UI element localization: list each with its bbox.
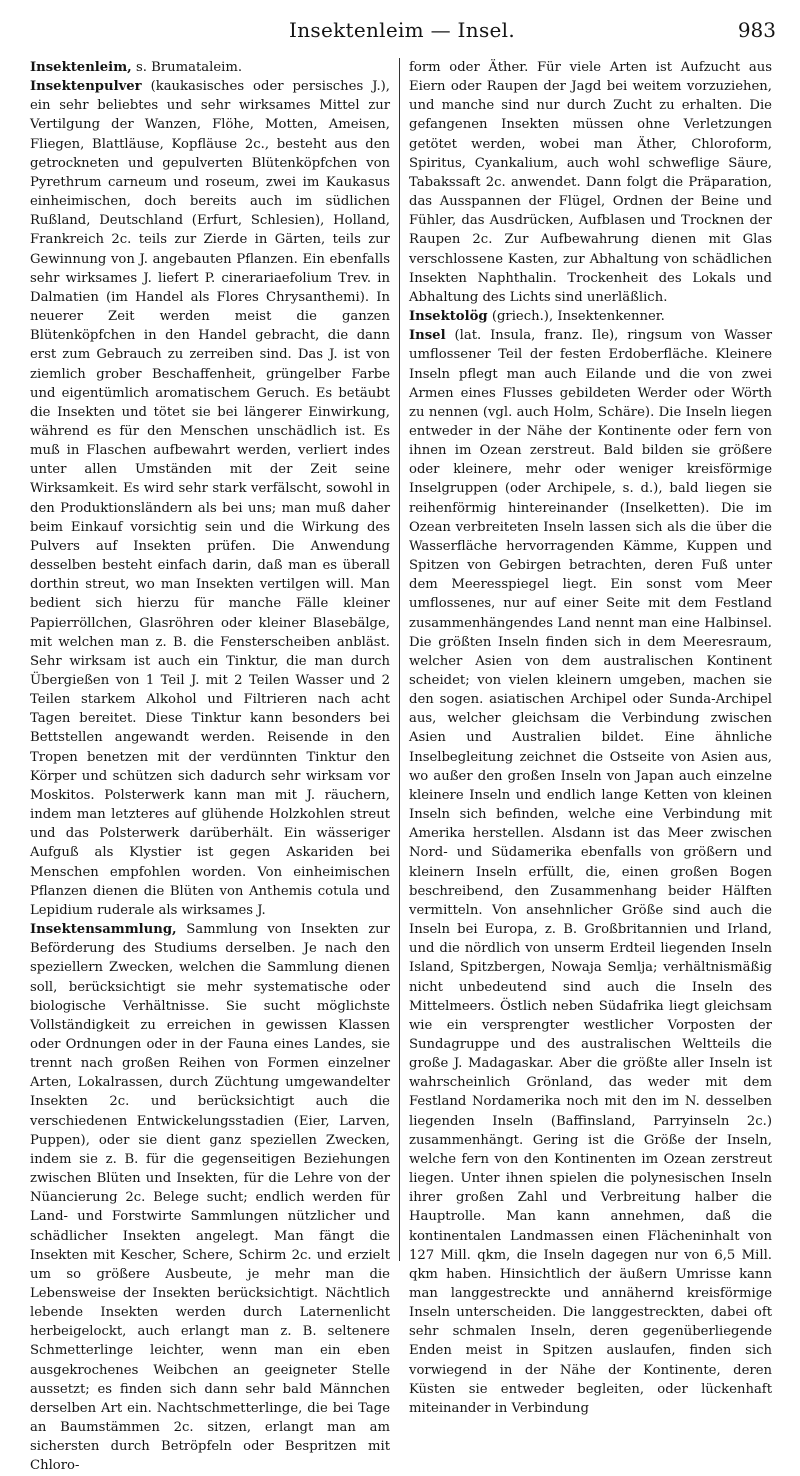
entry-text: form oder Äther. Für viele Arten ist Aufzucht aus Eiern oder Raupen der Jagd bei weitem vorzuziehen, und manche sind nur durch Zucht zu erhalten. Die gefangenen Insekten müssen ohne Verletzungen getötet werden, wobei man Äther, Chloroform, Spiritus, Cyankalium, auch wohl schweflige Säure, Tabakssaft 2c. anwendet. Dann folgt die Präparation, das Ausspannen der Flügel, Ordnen der Beine und Fühler, das Ausdrücken, Aufblasen und Trocknen der Raupen 2c. Zur Aufbewahrung dienen mit Glas verschlossene Kasten, zur Abhaltung von schädlichen Insekten Naphthalin. Trockenheit des Lokals und Abhaltung des Lichts sind unerläßlich. [409,60,772,305]
entry-text: Sammlung von Insekten zur Beförderung des Studiums derselben. Je nach den speziellern Zwecken, welchen die Sammlung dienen soll, berücksichtigt sie mehr systematische oder biologische Verhältnisse. Sie sucht möglichste Vollständigkeit zu erreichen in gewissen Klassen oder Ordnungen oder in der Fauna eines Landes, sie trennt nach großen Reihen von Formen einzelner Arten, Lokalrassen, durch Züchtung umgewandelter Insekten 2c. und berücksichtigt auch die verschiedenen Entwickelungsstadien (Eier, Larven, Puppen), oder sie dient ganz speziellen Zwecken, indem sie z. B. für die gegenseitigen Beziehungen zwischen Blüten und Insekten, für die Lehre von der Nüancierung 2c. Belege sucht; endlich werden für Land- und Forstwirte Sammlungen nützlicher und schädlicher Insekten angelegt. Man fängt die Insekten mit Kescher, Schere, Schirm 2c. und erzielt um so größere Ausbeute, je mehr man die Lebensweise der Insekten berücksichtigt. Nächtlich lebende Insekten werden durch Laternenlicht herbeigelockt, auch erlangt man z. B. seltenere Schmetterlinge leichter, wenn man ein eben ausgekrochenes Weibchen an geeigneter Stelle aussetzt; es finden sich dann sehr bald Männchen derselben Art ein. Nachtschmetterlinge, die bei Tage an Baumstämmen 2c. sitzen, erlangt man am sichersten durch Betröpfeln oder Bespritzen mit Chloro- [30,922,390,1474]
entry-text: (griech.), Insektenkenner. [491,309,665,325]
entry-text: (kaukasisches oder persisches J.), ein sehr beliebtes und sehr wirksames Mittel zur Vertilgung der Wanzen, Flöhe, Motten, Ameisen, Fliegen, Blattläuse, Kopfläuse 2c., besteht aus den getrockneten und gepulverten Blütenköpfchen von Pyrethrum carneum und roseum, zwei im Kaukasus einheimischen, doch bereits auch im südlichen Rußland, Deutschland (Erfurt, Schlesien), Holland, Frankreich 2c. teils zur Zierde in Gärten, teils zur Gewinnung von J. angebauten Pflanzen. Ein ebenfalls sehr wirksames J. liefert P. cinerariaefolium Trev. in Dalmatien (im Handel als Flores Chrysanthemi). In neuerer Zeit werden meist die ganzen Blütenköpfchen in den Handel gebracht, die dann erst zum Gebrauch zu zerreiben sind. Das J. ist von ziemlich grober Beschaffenheit, grüngelber Farbe und eigentümlich aromatischem Geruch. Es betäubt die Insekten und tötet sie bei längerer Einwirkung, während es für den Menschen unschädlich ist. Es muß in Flaschen aufbewahrt werden, verliert indes unter allen Umständen mit der Zeit seine Wirksamkeit. Es wird sehr stark verfälscht, sowohl in den Produktionsländern als bei uns; man muß daher beim Einkauf vorsichtig sein und die Wirkung des Pulvers auf Insekten prüfen. Die Anwendung desselben besteht einfach darin, daß man es überall dorthin streut, wo man Insekten vertilgen will. Man bedient sich hierzu für manche Fälle kleiner Papierröllchen, Glasröhren oder kleiner Blasebälge, mit welchen man z. B. die Fensterscheiben anbläst. Sehr wirksam ist auch ein Tinktur, die man durch Übergießen von 1 Teil J. mit 2 Teilen Wasser und 2 Teilen starkem Alkohol und Filtrieren nach acht Tagen bereitet. Diese Tinktur kann besonders bei Bettstellen angewandt werden. Reisende in den Tropen benetzen mit der verdünnten Tinktur den Körper und schützen sich dadurch sehr wirksam vor Moskitos. Polsterwerk kann man mit J. räuchern, indem man letzteres auf glühende Holzkohlen streut und das Polsterwerk darüberhält. Ein wässeriger Aufguß als Klystier ist gegen Askariden bei Menschen empfohlen worden. Von einheimischen Pflanzen dienen die Blüten von Anthemis cotula und Lepidium ruderale als wirksames J. [30,79,390,918]
entry-insel [409,326,772,1418]
running-title: Insektenleim — Insel. [289,18,515,42]
entry-insektenleim [30,58,390,77]
page-number: 983 [737,18,776,42]
entry-text: s. Brumataleim. [135,60,243,75]
entry-insektenpulver [30,77,390,920]
entry-headword: Insel [409,328,446,344]
right-column [409,58,772,1416]
entry-insektensammlung [30,920,390,1476]
entry-insektolog [409,307,772,326]
entry-headword: Insektenleim, [30,60,132,75]
entry-continuation [409,58,772,307]
left-column [30,58,390,1474]
entry-headword: Insektenpulver [30,79,142,95]
entry-headword: Insektensammlung, [30,922,177,938]
entry-text: (lat. Insula, franz. Ile), ringsum von Wasser umflossener Teil der festen Erdoberfläche. Kleinere Inseln pflegt man auch Eilande und die von zwei Armen eines Flusses gebildeten Werder oder Wörth zu nennen (vgl. auch Holm, Schäre). Die Inseln liegen entweder in der Nähe der Kontinente oder fern von ihnen im Ozean zerstreut. Bald bilden sie größere oder kleinere, mehr oder weniger kreisförmige Inselgruppen (oder Archipele, s. d.), bald liegen sie reihenförmig hintereinander (Inselketten). Die im Ozean verbreiteten Inseln lassen sich als die über die Wasserfläche hervorragenden Kämme, Kuppen und Spitzen von Gebirgen betrachten, deren Fuß unter dem Meeresspiegel liegt. Ein sonst vom Meer umflossenes, nur auf einer Seite mit dem Festland zusammenhängendes Land nennt man eine Halbinsel. Die größten Inseln finden sich in dem Meeresraum, welcher Asien von dem australischen Kontinent scheidet; von vielen kleinern umgeben, machen sie den sogen. asiatischen Archipel oder Sunda-Archipel aus, welcher gleichsam die Verbindung zwischen Asien und Australien bildet. Eine ähnliche Inselbegleitung zeichnet die Ostseite von Asien aus, wo außer den großen Inseln von Japan auch einzelne kleinere Inseln und endlich lange Ketten von kleinen Inseln sich befinden, welche eine Verbindung mit Amerika herstellen. Alsdann ist das Meer zwischen Nord- und Südamerika ebenfalls von größern und kleinern Inseln erfüllt, die, einen großen Bogen beschreibend, den Zusammenhang beider Hälften vermitteln. Von ansehnlicher Größe sind auch die Inseln bei Europa, z. B. Großbritannien und Irland, und die nördlich von unserm Erdteil liegenden Inseln Island, Spitzbergen, Nowaja Semlja; verhältnismäßig nicht unbedeutend sind auch die Inseln des Mittelmeers. Östlich neben Südafrika liegt gleichsam wie ein versprengter westlicher Vorposten der Sundagruppe und des australischen Weltteils die große J. Madagaskar. Aber die größte aller Inseln ist wahrscheinlich Grönland, das weder mit dem Festland Nordamerika noch mit den im N. desselben liegenden Inseln (Baffinsland, Parryinseln 2c.) zusammenhängt. Gering ist die Größe der Inseln, welche fern von den Kontinenten im Ozean zerstreut liegen. Unter ihnen spielen die polynesischen Inseln ihrer großen Zahl und Verbreitung halber die Hauptrolle. Man kann annehmen, daß die kontinentalen Landmassen einen Flächeninhalt von 127 Mill. qkm, die Inseln dagegen nur von 6,5 Mill. qkm haben. Hinsichtlich der äußern Umrisse kann man langgestreckte und annähernd kreisförmige Inseln unterscheiden. Die langgestreckten, dabei oft sehr schmalen Inseln, deren gegenüberliegende Enden meist in Spitzen auslaufen, finden sich vorwiegend in der Nähe der Kontinente, deren Küsten sie entweder begleiten, oder lückenhaft miteinander in Verbindung [409,328,772,1416]
page-header [28,12,776,46]
entry-headword: Insektolög [409,309,488,325]
column-divider [399,58,400,1261]
